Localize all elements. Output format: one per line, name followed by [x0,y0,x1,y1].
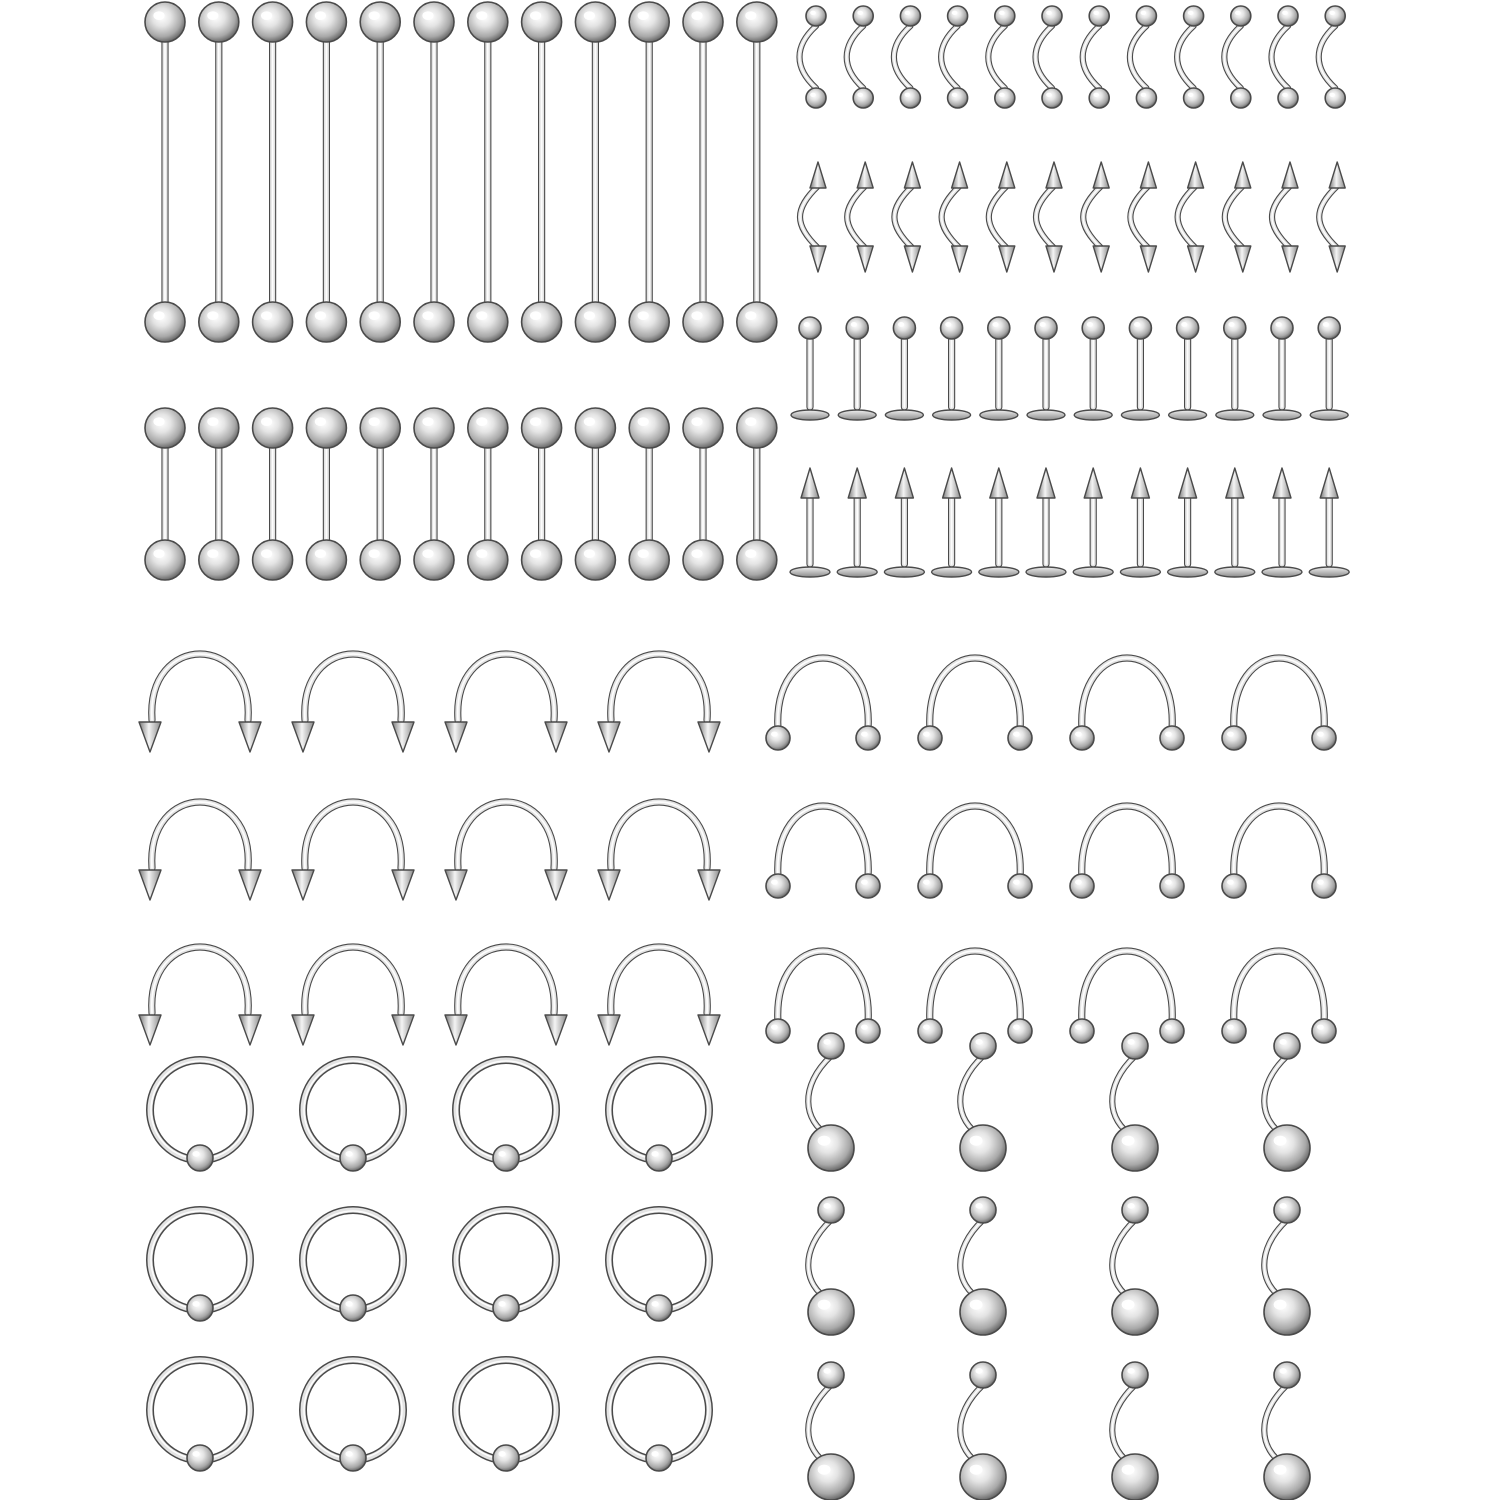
labret-spike [1215,468,1255,577]
labret-ball [1310,317,1348,420]
captive-bead-ring [303,1060,403,1171]
belly-ring [808,1362,854,1500]
straight-barbell [145,2,185,342]
labret-spike [1026,468,1066,577]
labret-ball [838,317,876,420]
belly-ring [1112,1362,1158,1500]
curved-barbell-ball [941,6,968,108]
straight-barbell [737,408,777,580]
horseshoe-ball [1070,806,1184,898]
straight-barbell [306,408,346,580]
belly-ring [808,1197,854,1335]
horseshoe-spike [598,654,720,752]
ball-horseshoe-rings [766,658,1336,1043]
belly-ring [1264,1033,1310,1171]
horseshoe-ball [1222,806,1336,898]
labret-spike [1073,468,1113,577]
belly-ring [808,1033,854,1171]
curved-barbell-spike [1272,162,1298,272]
curved-barbell-ball [1177,6,1204,108]
labret-spike [979,468,1019,577]
curved-spike-eyebrow-rings [800,162,1345,272]
curved-barbell-ball [988,6,1015,108]
labret-ball [885,317,923,420]
labret-spike [932,468,972,577]
captive-bead-ring [150,1210,250,1321]
straight-barbell [468,408,508,580]
straight-barbell [575,2,615,342]
horseshoe-ball [766,658,880,750]
horseshoe-ball [766,951,880,1043]
straight-barbell [360,2,400,342]
straight-barbell [683,408,723,580]
horseshoe-spike [292,947,414,1045]
labret-spike [1168,468,1208,577]
captive-bead-ring [303,1210,403,1321]
curved-barbell-spike [1319,162,1345,272]
belly-button-rings [808,1033,1310,1500]
labret-ball [1216,317,1254,420]
captive-bead-ring [456,1210,556,1321]
belly-ring [1264,1362,1310,1500]
horseshoe-ball [1222,951,1336,1043]
captive-bead-ring [303,1360,403,1471]
horseshoe-ball [1070,658,1184,750]
curved-barbell-ball [1272,6,1299,108]
straight-barbell [360,408,400,580]
labret-ball [1027,317,1065,420]
straight-barbell [575,408,615,580]
curved-barbell-ball [800,6,827,108]
belly-ring [960,1033,1006,1171]
curved-barbell-spike [894,162,920,272]
horseshoe-spike [292,654,414,752]
curved-barbell-spike [1083,162,1109,272]
ball-labret-studs [791,317,1348,420]
curved-barbell-spike [1130,162,1156,272]
captive-bead-ring [150,1360,250,1471]
straight-barbell [629,2,669,342]
labret-spike [837,468,877,577]
straight-barbell [414,2,454,342]
curved-barbell-spike [1178,162,1204,272]
curved-barbell-spike [942,162,968,272]
labret-spike [884,468,924,577]
labret-ball [1263,317,1301,420]
curved-barbell-ball [1319,6,1346,108]
horseshoe-spike [292,802,414,900]
curved-barbell-ball [894,6,921,108]
horseshoe-spike [445,947,567,1045]
horseshoe-ball [1070,951,1184,1043]
captive-bead-rings [150,1060,709,1471]
labret-ball [980,317,1018,420]
belly-ring [960,1362,1006,1500]
labret-ball [1121,317,1159,420]
straight-barbell [737,2,777,342]
horseshoe-spike [445,802,567,900]
labret-spike [790,468,830,577]
straight-barbell [522,408,562,580]
straight-barbell [253,2,293,342]
captive-bead-ring [456,1060,556,1171]
curved-barbell-ball [1083,6,1110,108]
labret-ball [791,317,829,420]
captive-bead-ring [609,1210,709,1321]
belly-ring [1264,1197,1310,1335]
long-straight-barbells [145,2,777,342]
horseshoe-ball [766,806,880,898]
labret-ball [1074,317,1112,420]
labret-ball [1169,317,1207,420]
horseshoe-ball [918,806,1032,898]
horseshoe-spike [598,947,720,1045]
captive-bead-ring [456,1360,556,1471]
curved-barbell-spike [800,162,826,272]
straight-barbell [522,2,562,342]
captive-bead-ring [609,1360,709,1471]
straight-barbell [253,408,293,580]
labret-spike [1262,468,1302,577]
curved-barbell-ball [1036,6,1063,108]
spike-labret-studs [790,468,1349,577]
curved-barbell-spike [989,162,1015,272]
straight-barbell [468,2,508,342]
horseshoe-spike [445,654,567,752]
horseshoe-spike [139,947,261,1045]
labret-spike [1309,468,1349,577]
curved-barbell-ball [1224,6,1251,108]
curved-barbell-ball [1130,6,1157,108]
horseshoe-spike [139,654,261,752]
horseshoe-spike [598,802,720,900]
curved-ball-eyebrow-rings [800,6,1346,108]
straight-barbell [414,408,454,580]
straight-barbell [683,2,723,342]
straight-barbell [306,2,346,342]
curved-barbell-spike [1036,162,1062,272]
short-straight-barbells [145,408,777,580]
captive-bead-ring [150,1060,250,1171]
horseshoe-ball [1222,658,1336,750]
spike-horseshoe-rings [139,654,720,1045]
belly-ring [960,1197,1006,1335]
straight-barbell [145,408,185,580]
curved-barbell-ball [847,6,874,108]
labret-spike [1120,468,1160,577]
captive-bead-ring [609,1060,709,1171]
straight-barbell [199,408,239,580]
curved-barbell-spike [1225,162,1251,272]
straight-barbell [199,2,239,342]
belly-ring [1112,1197,1158,1335]
horseshoe-spike [139,802,261,900]
curved-barbell-spike [847,162,873,272]
straight-barbell [629,408,669,580]
belly-ring [1112,1033,1158,1171]
labret-ball [933,317,971,420]
horseshoe-ball [918,658,1032,750]
horseshoe-ball [918,951,1032,1043]
